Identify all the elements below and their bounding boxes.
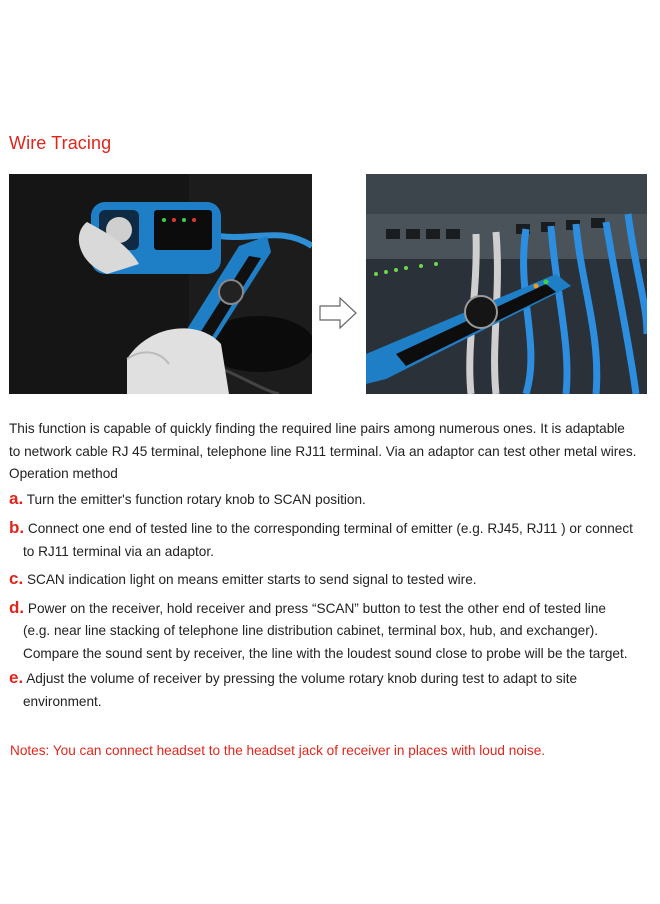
step-text: Adjust the volume of receiver by pressing the volume rotary knob during test to adapt to site	[26, 671, 578, 686]
step-text: environment.	[23, 693, 102, 709]
notes-text: Notes: You can connect headset to the headset jack of receiver in places with loud noise.	[10, 743, 546, 758]
instructions	[9, 418, 649, 713]
step-letter: d.	[9, 597, 25, 617]
intro-line: to network cable RJ 45 terminal, telephone line RJ11 terminal. Via an adaptor can test other metal wires.	[9, 443, 637, 459]
step-c	[9, 568, 649, 592]
step-letter: e.	[9, 668, 24, 687]
step-d	[9, 597, 649, 666]
step-letter: c.	[9, 569, 24, 588]
step-a	[9, 488, 649, 512]
intro-line: This function is capable of quickly finding the required line pairs among numerous ones. It is adaptable	[9, 421, 625, 436]
intro-text	[9, 418, 649, 486]
step-e	[9, 667, 649, 713]
step-b	[9, 517, 649, 563]
switch-probe-photo	[366, 174, 647, 394]
step-text: Connect one end of tested line to the corresponding terminal of emitter (e.g. RJ45, RJ11 ) or connect	[27, 521, 633, 536]
step-text: (e.g. near line stacking of telephone line distribution cabinet, terminal box, hub, and exchanger).	[23, 623, 599, 638]
operation-method-heading: Operation method	[9, 466, 118, 481]
page-title: Wire Tracing	[9, 133, 112, 153]
step-text: Power on the receiver, hold receiver and press “SCAN” button to test the other end of tested line	[27, 600, 606, 616]
emitter-receiver-photo	[9, 174, 312, 394]
step-text: Compare the sound sent by receiver, the line with the loudest sound close to probe will be the target.	[23, 645, 628, 661]
step-text: SCAN indication light on means emitter starts to send signal to tested wire.	[26, 572, 477, 587]
step-text: to RJ11 terminal via an adaptor.	[23, 543, 214, 559]
step-letter: b.	[9, 518, 25, 537]
step-text: Turn the emitter's function rotary knob to SCAN position.	[26, 491, 366, 507]
arrow-right-icon	[318, 296, 358, 330]
step-letter: a.	[9, 488, 24, 508]
